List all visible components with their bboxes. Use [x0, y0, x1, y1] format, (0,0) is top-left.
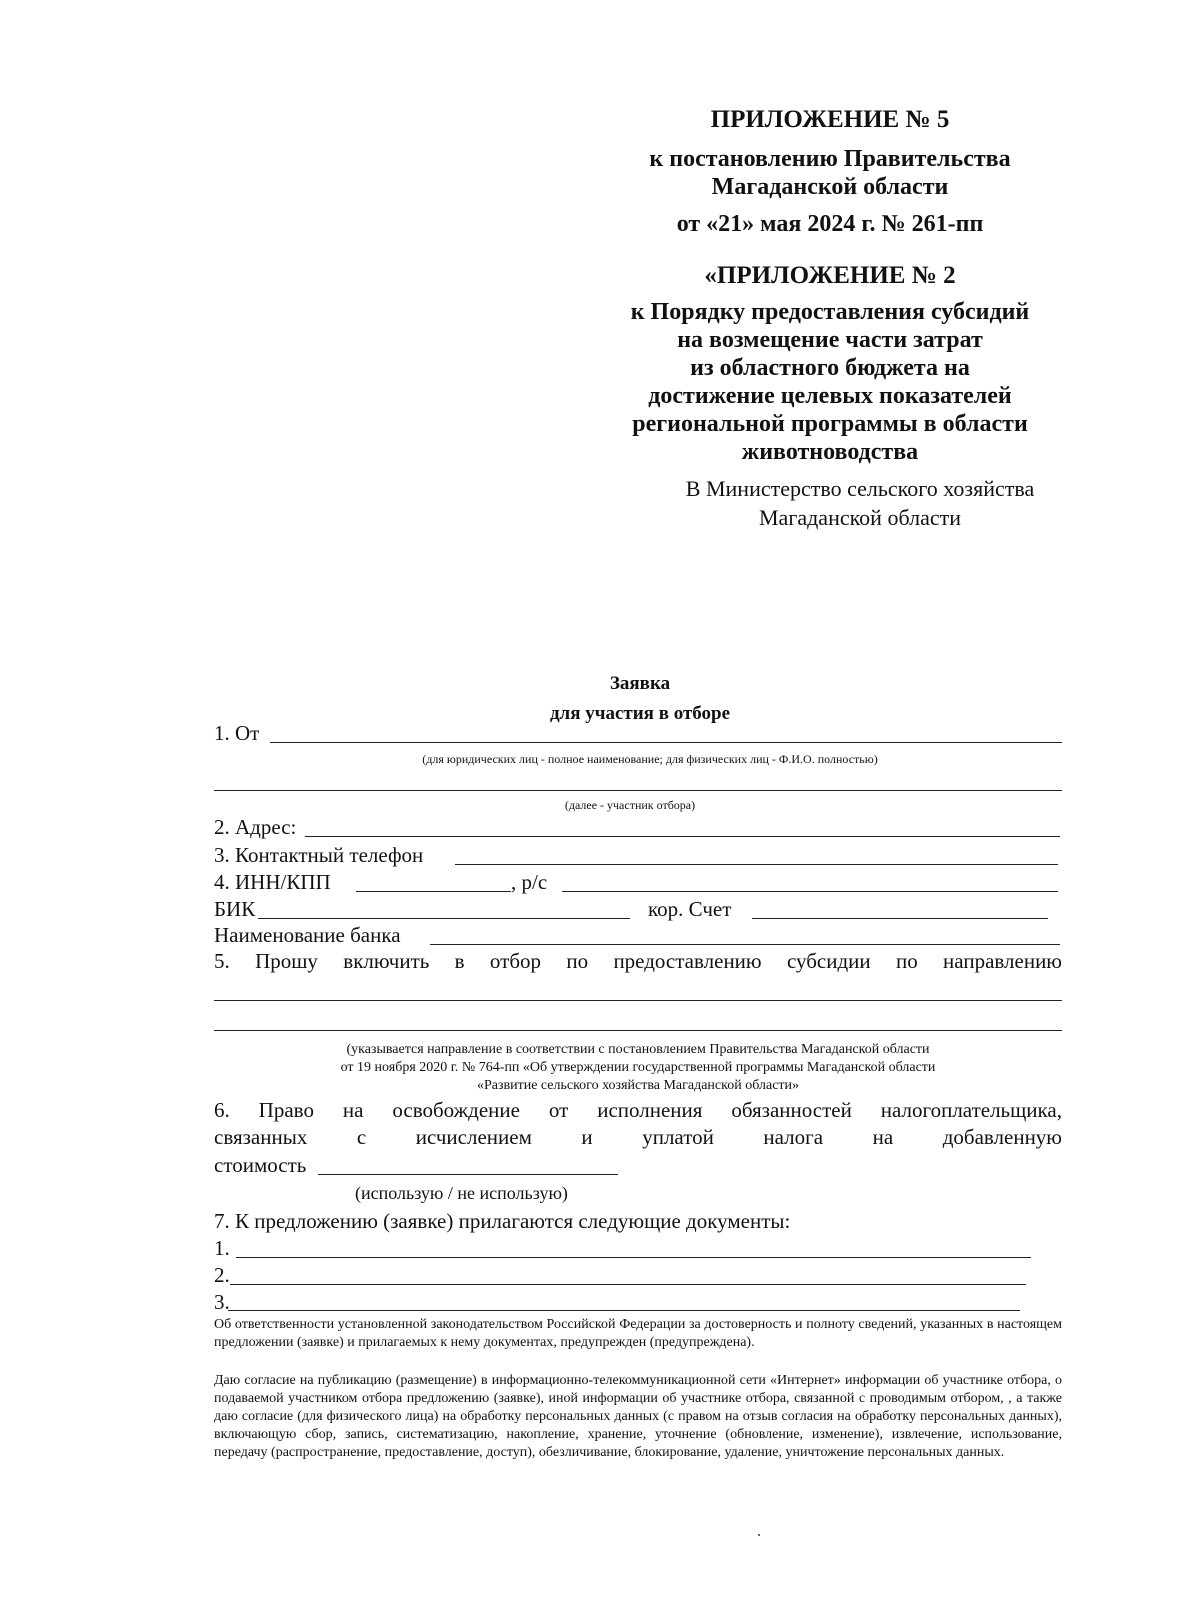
- order-line-6: животноводства: [741, 439, 919, 465]
- phone-field[interactable]: [455, 864, 1058, 865]
- from-label: 1. От: [214, 721, 260, 745]
- item5-hint-2: от 19 ноября 2020 г. № 764-пп «Об утверждении государственной программы Магаданской области: [340, 1060, 936, 1075]
- doc-3-field[interactable]: [228, 1310, 1020, 1311]
- order-line-5: региональной программы в области: [632, 411, 1028, 437]
- item6-line-3: стоимость: [214, 1153, 307, 1177]
- direction-field-1[interactable]: [214, 1000, 1062, 1001]
- order-line-3: из областного бюджета на: [690, 355, 970, 381]
- inn-label: 4. ИНН/КПП: [214, 870, 331, 894]
- liability-text: Об ответственности установленной законодательством Российской Федерации за достоверность и полноту сведений, указанных в настоящем предложении (заявке) и прилагаемых к нему документах, предупрежден (предупреждена).: [214, 1317, 1062, 1350]
- scan-dot: [758, 1534, 760, 1536]
- from-field-line-2[interactable]: [214, 790, 1062, 791]
- item6-line-2: связанных с исчислением и уплатой налога на добавленную: [214, 1125, 1062, 1149]
- appendix-number: ПРИЛОЖЕНИЕ № 5: [710, 106, 950, 133]
- addressee-line-1: В Министерство сельского хозяйства: [685, 476, 1035, 501]
- bik-field[interactable]: [258, 918, 630, 919]
- item5-hint-1: (указывается направление в соответствии с постановлением Правительства Магаданской области: [346, 1042, 930, 1057]
- doc-1-field[interactable]: [236, 1257, 1031, 1258]
- from-field[interactable]: [270, 742, 1062, 743]
- item5-hint-3: «Развитие сельского хозяйства Магаданской области»: [476, 1078, 800, 1093]
- consent-text: Даю согласие на публикацию (размещение) в информационно-телекоммуникационной сети «Интернет» информации об участнике отбора, о подаваемой участником отбора предложению (заявке), иной информации об участнике отбора, связанной с проводимым отбором, , а также даю согласие (для физического лица) на обработку персональных данных (с правом на отзыв согласия на обработку персональных данных), включающую сбор, запись, систематизацию, накопление, хранение, уточнение (обновление, изменение), извлечение, использование, передачу (распространение, предоставление, доступ), обезличивание, блокирование, удаление, уничтожение персональных данных.: [214, 1373, 1062, 1460]
- bank-field[interactable]: [430, 944, 1060, 945]
- bik-label: БИК: [214, 897, 256, 921]
- order-line-2: на возмещение части затрат: [677, 327, 983, 353]
- doc-1-label: 1.: [214, 1236, 230, 1260]
- from-hint: (для юридических лиц - полное наименование; для физических лиц - Ф.И.О. полностью): [422, 752, 878, 766]
- decree-date: от «21» мая 2024 г. № 261-пп: [676, 211, 984, 237]
- appendix2-title: «ПРИЛОЖЕНИЕ № 2: [704, 262, 956, 289]
- phone-label: 3. Контактный телефон: [214, 843, 424, 867]
- doc-3-label: 3.: [214, 1290, 230, 1314]
- account-label: , р/с: [511, 870, 548, 894]
- order-line-1: к Порядку предоставления субсидий: [630, 299, 1030, 325]
- form-subtitle: для участия в отборе: [549, 703, 731, 724]
- item6-line-1: 6. Право на освобождение от исполнения обязанностей налогоплательщика,: [214, 1098, 1062, 1122]
- decree-line-1: к постановлению Правительства: [649, 146, 1011, 172]
- order-line-4: достижение целевых показателей: [648, 383, 1012, 409]
- corr-account-field[interactable]: [752, 918, 1048, 919]
- vat-field[interactable]: [318, 1174, 618, 1175]
- doc-2-field[interactable]: [230, 1284, 1026, 1285]
- address-field[interactable]: [305, 836, 1060, 837]
- vat-hint: (использую / не использую): [355, 1183, 568, 1203]
- direction-field-2[interactable]: [214, 1030, 1062, 1031]
- item5-text: 5. Прошу включить в отбор по предоставлению субсидии по направлению: [214, 949, 1062, 973]
- doc-2-label: 2.: [214, 1263, 230, 1287]
- bank-label: Наименование банка: [214, 923, 401, 947]
- addressee-line-2: Магаданской области: [759, 505, 961, 530]
- participant-hint: (далее - участник отбора): [564, 798, 696, 812]
- form-title: Заявка: [609, 673, 671, 694]
- account-field[interactable]: [562, 891, 1058, 892]
- item7-text: 7. К предложению (заявке) прилагаются следующие документы:: [214, 1209, 791, 1233]
- address-label: 2. Адрес:: [214, 815, 297, 839]
- decree-line-2: Магаданской области: [711, 174, 949, 200]
- inn-field[interactable]: [356, 891, 511, 892]
- corr-account-label: кор. Счет: [648, 897, 732, 921]
